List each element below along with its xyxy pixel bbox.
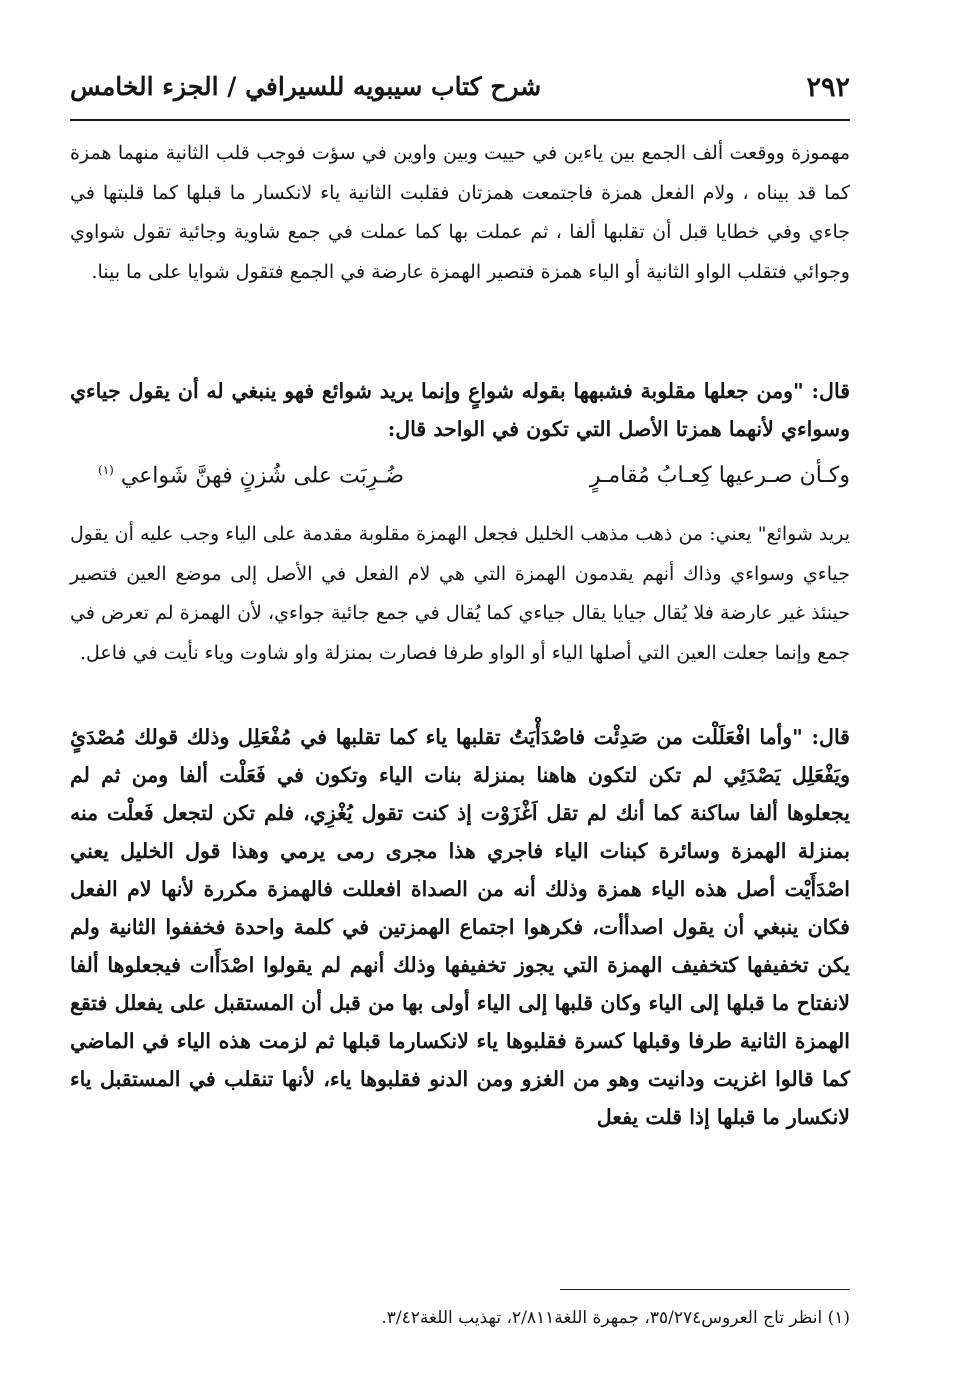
quote-paragraph-2: قال: "وأما افْعَلَلْت من صَدِئْت فاصْدَأْيَتُ تقلبها ياء كما تقلبها في مُفْعَلِل وذلك قولك مُصْدَئٍ ويَفْعَلِل يَصْدَئِي لم تكن لتكون هاهنا بمنزلة بنات الياء وتكون في فَعَلْت ألفا ومن ثم لم يجعلوها ألفا ساكنة كما أنك لم تقل اَغْزَوْت إذ كنت تقول يُغْزِي، فلم تكن لتجعل فَعلْت منه بمنزلة الهمزة وسائرة كبنات الياء فاجري هذا مجرى رمى يرمي وهذا قول الخليل يعني اصْدَأَيْت أصل هذه الياء همزة وذلك أنه من الصداة افعللت فالهمزة مكررة لأنها لام الفعل فكان ينبغي أن يقول اصدأأت، فكرهوا اجتماع الهمزتين في كلمة واحدة فخففوا الثانية ولم يكن تخفيفها كتخفيف الهمزة التي يجوز تخفيفها وذلك أنهم لم يقولوا اصْدَأَات فيجعلوها ألفا لانفتاح ما قبلها إلى الياء وكان قلبها إلى الياء أولى بها من قبل أن المستقبل على يفعلل فتقع الهمزة الثانية طرفا وقبلها كسرة فقلبوها ياء لانكسارما قبلها ثم لزمت هذه الياء في الماضي كما قالوا اغزيت ودانيت وهو من الغزو ومن الدنو فقلبوها ياء، لأنها تنقلب في المستقبل ياء لانكسار ما قبلها إذا قلت يفعل xyxy=(70,725,850,1129)
footnote-reference: (١) xyxy=(98,463,114,477)
verse-second-hemistich-text: ضُـرِبَت على شُزنٍ فهنَّ شَواعي xyxy=(120,463,405,489)
footnote: (١) انظر تاج العروس٣٥/٢٧٤، جمهرة اللغة٢/٨١١، تهذيب اللغة٣/٤٢. xyxy=(381,1308,850,1328)
main-text xyxy=(70,134,850,1174)
verse-second-hemistich xyxy=(98,463,404,488)
verse-first-hemistich: وكـأن صـرعيها كِعـابُ مُقامـرٍ xyxy=(589,463,850,488)
running-title: شرح كتاب سيبويه للسيرافي / الجزء الخامس xyxy=(70,72,542,101)
page-header xyxy=(70,72,850,116)
poetry-verse xyxy=(70,459,850,505)
header-divider xyxy=(70,119,850,121)
paragraph-2: يريد شوائع" يعني: من ذهب مذهب الخليل فجعل الهمزة مقلوبة مقدمة على الياء وجب عليه أن يقول جياءي وسواءي وذاك أنهم يقدمون الهمزة التي هي لام الفعل في الأصل إلى موضع العين فتصير حينئذ غير عارضة فلا يُقال جيايا يقال جياءي كما يُقال في جمع جائية جواءي، لأن الهمزة لم تعرض في جمع وإنما جعلت العين التي أصلها الياء أو الواو طرفا فصارت بمنزلة واو شاوت وياء نأيت في فاعل. xyxy=(70,523,850,664)
quote-paragraph-1: قال: "ومن جعلها مقلوبة فشبهها بقوله شواعٍ وإنما يريد شوائع فهو ينبغي له أن يقول جياءي وسواءي لأنهما همزتا الأصل التي تكون في الواحد قال: xyxy=(70,379,850,441)
paragraph-1: مهموزة ووقعت ألف الجمع بين ياءين في حييت وبين واوين في سؤت فوجب قلب الثانية منهما همزة كما قد بيناه ، ولام الفعل همزة فاجتمعت همزتان فقلبت الثانية ياء لانكسار ما قبلها كما قلبتها في جاءي وفي خطايا قبل أن تقلبها ألفا ، ثم عملت بها كما عملت في جمع شاوية وجائية تقول شواوي وجوائي فتقلب الواو الثانية أو الياء همزة فتصير الهمزة عارضة في الجمع فتقول شوايا على ما بينا. xyxy=(70,142,850,283)
page-number: ٢٩٢ xyxy=(806,72,850,103)
footnote-divider xyxy=(560,1289,850,1290)
